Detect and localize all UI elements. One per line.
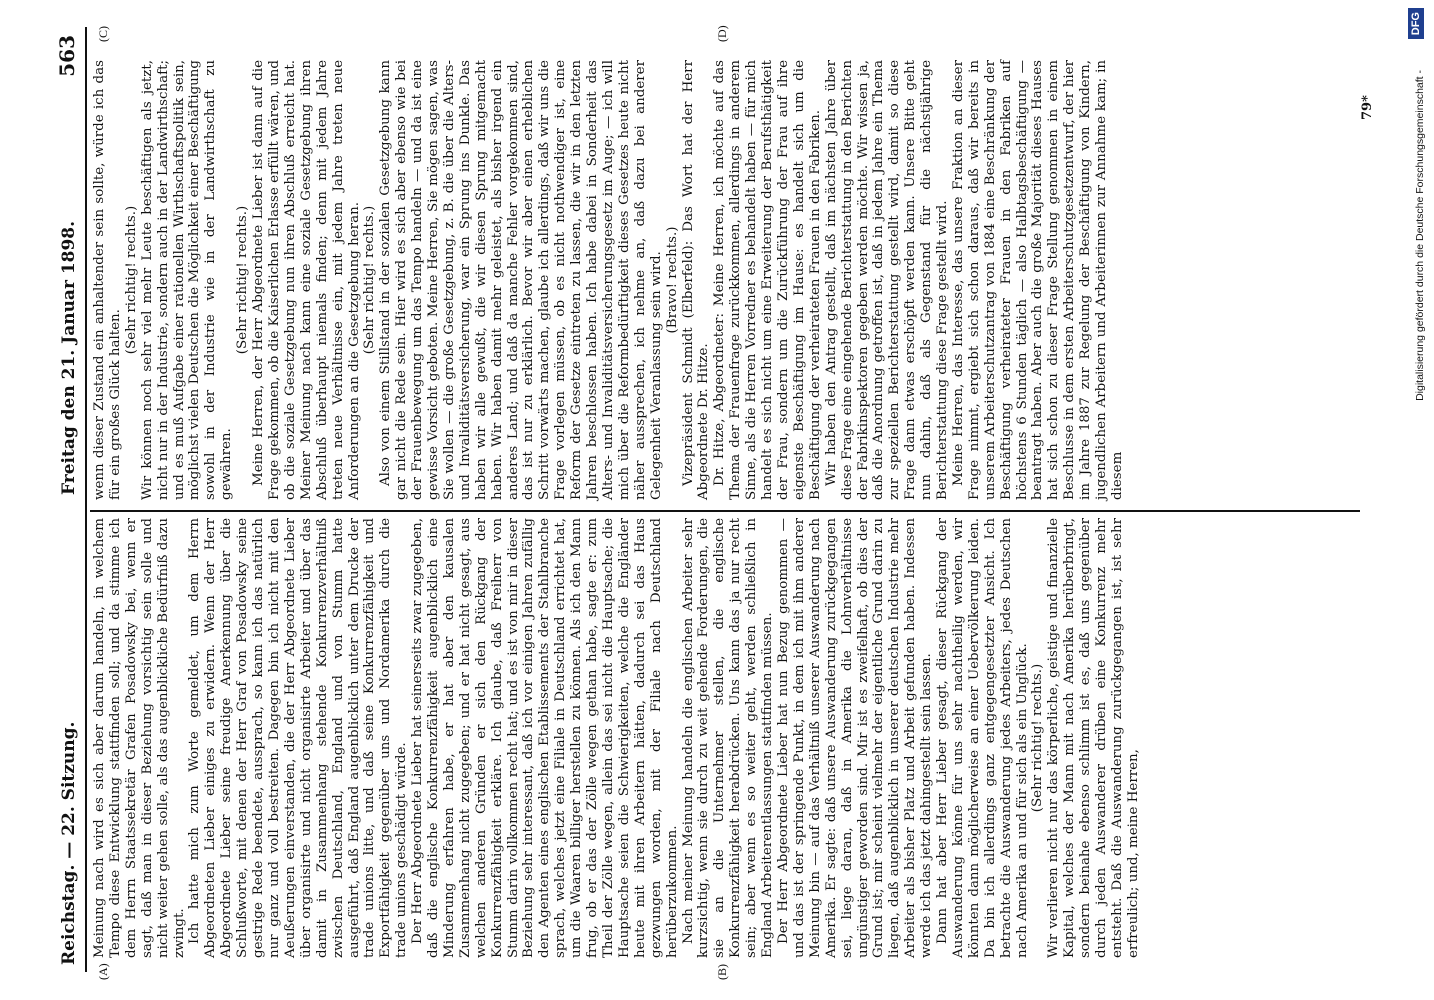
left-column	[92, 518, 1142, 958]
left-column-paragraph: Nach meiner Meinung handeln die englischen Arbeiter sehr kurzsichtig, wenn sie durch zu weit gehende Forderungen, die sie an die Unternehmer stellen, die englische Konkurrenzfähigkeit herabdrücken. Uns kann das ja nur recht sein; aber wenn es so weiter geht, werden schließlich in England Arbeiterentlassungen stattfinden müssen.	[680, 518, 776, 958]
signature-mark: 79*	[1360, 95, 1375, 120]
right-column-paragraph: (Sehr richtig! rechts.)	[362, 205, 378, 355]
dfg-logo: DFG	[1408, 8, 1424, 39]
right-column-paragraph: (Sehr richtig! rechts.)	[123, 205, 139, 355]
right-column	[92, 60, 1126, 500]
right-column-paragraph: Wir können noch sehr viel mehr Leute beschäftigen als jetzt, nicht nur in der Industrie, sondern auch in der Landwirthschaft; und es muß Aufgabe einer rationellen Wirthschaftspolitik sein, möglichst vielen Deutschen die Möglichkeit einer Beschäftigung sowohl in der Industrie wie in der Landwirthschaft zu gewähren.	[139, 60, 235, 500]
right-column-paragraph: (Bravo! rechts.)	[664, 226, 680, 334]
left-column-paragraph: Wir verlieren nicht nur das körperliche, geistige und finanzielle Kapital, welches der Mann mit nach Amerika herüberbringt, sondern beinahe ebenso schlimm ist es, daß uns gegenüber durch jeden Auswanderer drüben eine Konkurrenz mehr entsteht. Daß die Auswanderung zurückgegangen ist, ist sehr erfreulich; und, meine Herren,	[1046, 518, 1141, 958]
left-column-paragraph: Der Herr Abgeordnete Lieber hat nun Bezug genommen — und das ist der springende Punkt, in dem ich mit ihm anderer Meinung bin — auf das Verhältniß unserer Auswanderung nach Amerika. Er sagte: daß unsere Auswanderung zurückgegangen sei, liege daran, daß in Amerika die Lohnverhältnisse ungünstiger geworden sind. Mir ist es zweifelhaft, ob dies der Grund ist; mir scheint vielmehr der eigentliche Grund darin zu liegen, daß augenblicklich in unserer deutschen Industrie mehr Arbeiter als bisher Platz und Arbeit gefunden haben. Indessen werde ich das jetzt dahingestellt sein lassen.	[775, 518, 935, 958]
right-column-paragraph: Meine Herren, das Interesse, das unsere Fraktion an dieser Frage nimmt, ergiebt sich schon daraus, daß wir bereits in unserem Arbeiterschutzantrag von 1884 eine Beschränkung der Beschäftigung verheirateter Frauen in den Fabriken auf höchstens 6 Stunden täglich — also Halbtagsbeschäftigung — beantragt haben. Aber auch die große Majorität dieses Hauses hat sich schon zu dieser Frage Stellung genommen in einem Beschlusse in dem ersten Arbeiterschutzgesetzentwurf, der hier im Jahre 1887 zur Regelung der Beschäftigung von Kindern, jugendlichen Arbeitern und Arbeiterinnen zur Annahme kam; in diesem	[950, 60, 1125, 500]
digitization-credit: Digitalisierung gefördert durch die Deutsche Forschungsgemeinschaft -	[1414, 70, 1426, 401]
right-column-paragraph: Dr. Hitze, Abgeordneter: Meine Herren, ich möchte auf das Thema der Frauenfrage zurückkommen, allerdings in anderem Sinne, als die Herren Vorredner es behandelt haben — für mich handelt es sich nicht um eine Erweiterung der Berufsthätigkeit der Frau, sondern um die Zurückführung der Frau auf ihre eigenste Beschäftigung im Hause: es handelt sich um die Beschäftigung der verheirateten Frauen in den Fabriken.	[712, 60, 823, 500]
left-column-paragraph: Meinung nach wird es sich aber darum handeln, in welchem Tempo diese Entwicklung stattfinden soll; und da stimme ich dem Herrn Staatssekretär Grafen Posadowsky bei, wenn er sagt, daß man in dieser Beziehung vorsichtig sein solle und nicht weiter gehen solle, als das augenblickliche Bedürfniß dazu zwingt.	[92, 518, 187, 958]
margin-mark-b: (B)	[715, 964, 729, 980]
header-date: Freitag den 21. Januar 1898.	[59, 220, 79, 495]
margin-mark-a: (A)	[96, 963, 110, 980]
page-header	[55, 35, 85, 965]
right-column-paragraph: Meine Herren, der Herr Abgeordnete Lieber ist dann auf die Frage gekommen, ob die Kaiserlichen Erlasse erfüllt wären, und ob die soziale Gesetzgebung nun ihren Abschluß erreicht hat. Meiner Meinung nach kann eine soziale Gesetzgebung ihren Abschluß überhaupt niemals finden; denn mit jedem Jahre treten neue Verhältnisse ein, mit jedem Jahre treten neue Anforderungen an die Gesetzgebung heran.	[251, 60, 362, 500]
right-column-paragraph: Also von einem Stillstand in der sozialen Gesetzgebung kann gar nicht die Rede sein. Hier wird es sich aber ebenso wie bei der Frauenbewegung um das Tempo handeln — und da ist eine gewisse Vorsicht geboten. Meine Herren, Sie mögen sagen, was Sie wollen — die große Gesetzgebung, z. B. die über die Alters- und Invaliditätsversicherung, war ein Sprung ins Dunkle. Das haben wir alle gewußt, die wir diesen Sprung mitgemacht haben. Wir haben damit mehr geleistet, als bisher irgend ein anderes Land; und daß da manche Fehler vorgekommen sind, das ist nur zu erklärlich. Bevor wir aber einen erheblichen Schritt vorwärts machen, glaube ich allerdings, daß wir uns die Frage vorlegen müssen, ob es nicht nothwendiger ist, eine Reform der Gesetze eintreten zu lassen, die wir in den letzten Jahren beschlossen haben. Ich habe dabei in Sonderheit das Alters- und Invaliditätsversicherungsgesetz im Auge; — ich will mich über die Reformbedürftigkeit dieses Gesetzes heute nicht näher aussprechen, ich nehme an, daß dazu bei anderer Gelegenheit Veranlassung sein wird.	[378, 60, 664, 500]
left-column-paragraph: Ich hatte mich zum Worte gemeldet, um dem Herrn Abgeordneten Lieber einiges zu erwidern. Wenn der Herr Abgeordnete Lieber seine freudige Anerkennung über die Schlußworte, mit denen der Herr Graf von Posadowsky seine gestrige Rede beendete, aussprach, so kann ich das natürlich nur ganz und voll bestreiten. Dagegen bin ich nicht mit den Aeußerungen einverstanden, die der Herr Abgeordnete Lieber über organisirte und nicht organisirte Arbeiter und über das damit in Zusammenhang stehende Konkurrenzverhältniß zwischen Deutschland, England und von Stumm hatte ausgeführt, daß England augenblicklich unter dem Drucke der trade unions litte, und daß seine Konkurrenzfähigkeit und Exportfähigkeit gegenüber uns und Nordamerika durch die trade unions geschädigt würde.	[187, 518, 410, 958]
page-number: 563	[55, 35, 79, 77]
margin-mark-d: (D)	[715, 25, 729, 42]
column-divider	[90, 510, 1360, 512]
right-column-paragraph: (Sehr richtig! rechts.)	[235, 205, 251, 355]
header-left: Reichstag. — 22. Sitzung.	[59, 721, 79, 965]
left-column-paragraph: (Sehr richtig! rechts.)	[1030, 663, 1046, 813]
left-column-paragraph: Dann hat aber Herr Lieber gesagt, dieser Rückgang der Auswanderung könne für uns sehr nachtheilig werden, wir könnten dann möglicherweise an einer Uebervölkerung leiden. Da bin ich allerdings ganz entgegengesetzter Ansicht. Ich betrachte die Auswanderung jedes Arbeiters, jedes Deutschen nach Amerika an und für sich als ein Unglück.	[935, 518, 1030, 958]
right-column-paragraph: wenn dieser Zustand ein anhaltender sein sollte, würde ich das für ein großes Glück halten.	[92, 60, 123, 500]
page-footer	[1404, 0, 1434, 1000]
header-rule	[85, 27, 87, 972]
margin-mark-c: (C)	[96, 26, 110, 42]
right-column-paragraph: Wir haben den Antrag gestellt, daß im nächsten Jahre über diese Frage eine eingehende Berichterstattung in den Berichten der Fabrikinspektoren gegeben werden möchte. Wir wissen ja, daß die Anordnung getroffen ist, daß in jedem Jahre ein Thema zur speziellen Berichterstattung gestellt wird, damit so diese Frage dann etwas erschöpft werden kann. Unsere Bitte geht nun dahin, daß als Gegenstand für die nächstjährige Berichterstattung diese Frage gestellt wird.	[823, 60, 951, 500]
left-column-paragraph: Der Herr Abgeordnete Lieber hat seinerseits zwar zugegeben, daß die englische Konkurrenzfähigkeit augenblicklich eine Minderung erfahren habe, er hat aber den kausalen Zusammenhang nicht zugegeben; und er hat nicht gesagt, aus welchen anderen Gründen er sich den Rückgang der Konkurrenzfähigkeit erkläre. Ich glaube, daß Freiherr von Stumm darin vollkommen recht hat; und es ist von mir in dieser Beziehung sehr interessant, daß ich vor einigen Jahren zufällig den Agenten eines englischen Etablissements der Stahlbranche sprach, welches jetzt eine Filiale in Deutschland errichtet hat, um die Waaren billiger herstellen zu können. Als ich den Mann frug, ob er das der Zölle wegen gethan habe, sagte er: zum Theil der Zölle wegen, allein das sei nicht die Hauptsache; die Hauptsache seien die Schwierigkeiten, welche die Engländer heute mit ihren Arbeitern hätten, dadurch sei das Haus gezwungen worden, mit der Filiale nach Deutschland herüberzukommen.	[410, 518, 680, 958]
right-column-paragraph: Vizepräsident Schmidt (Elberfeld): Das Wort hat der Herr Abgeordnete Dr. Hitze.	[680, 60, 712, 500]
